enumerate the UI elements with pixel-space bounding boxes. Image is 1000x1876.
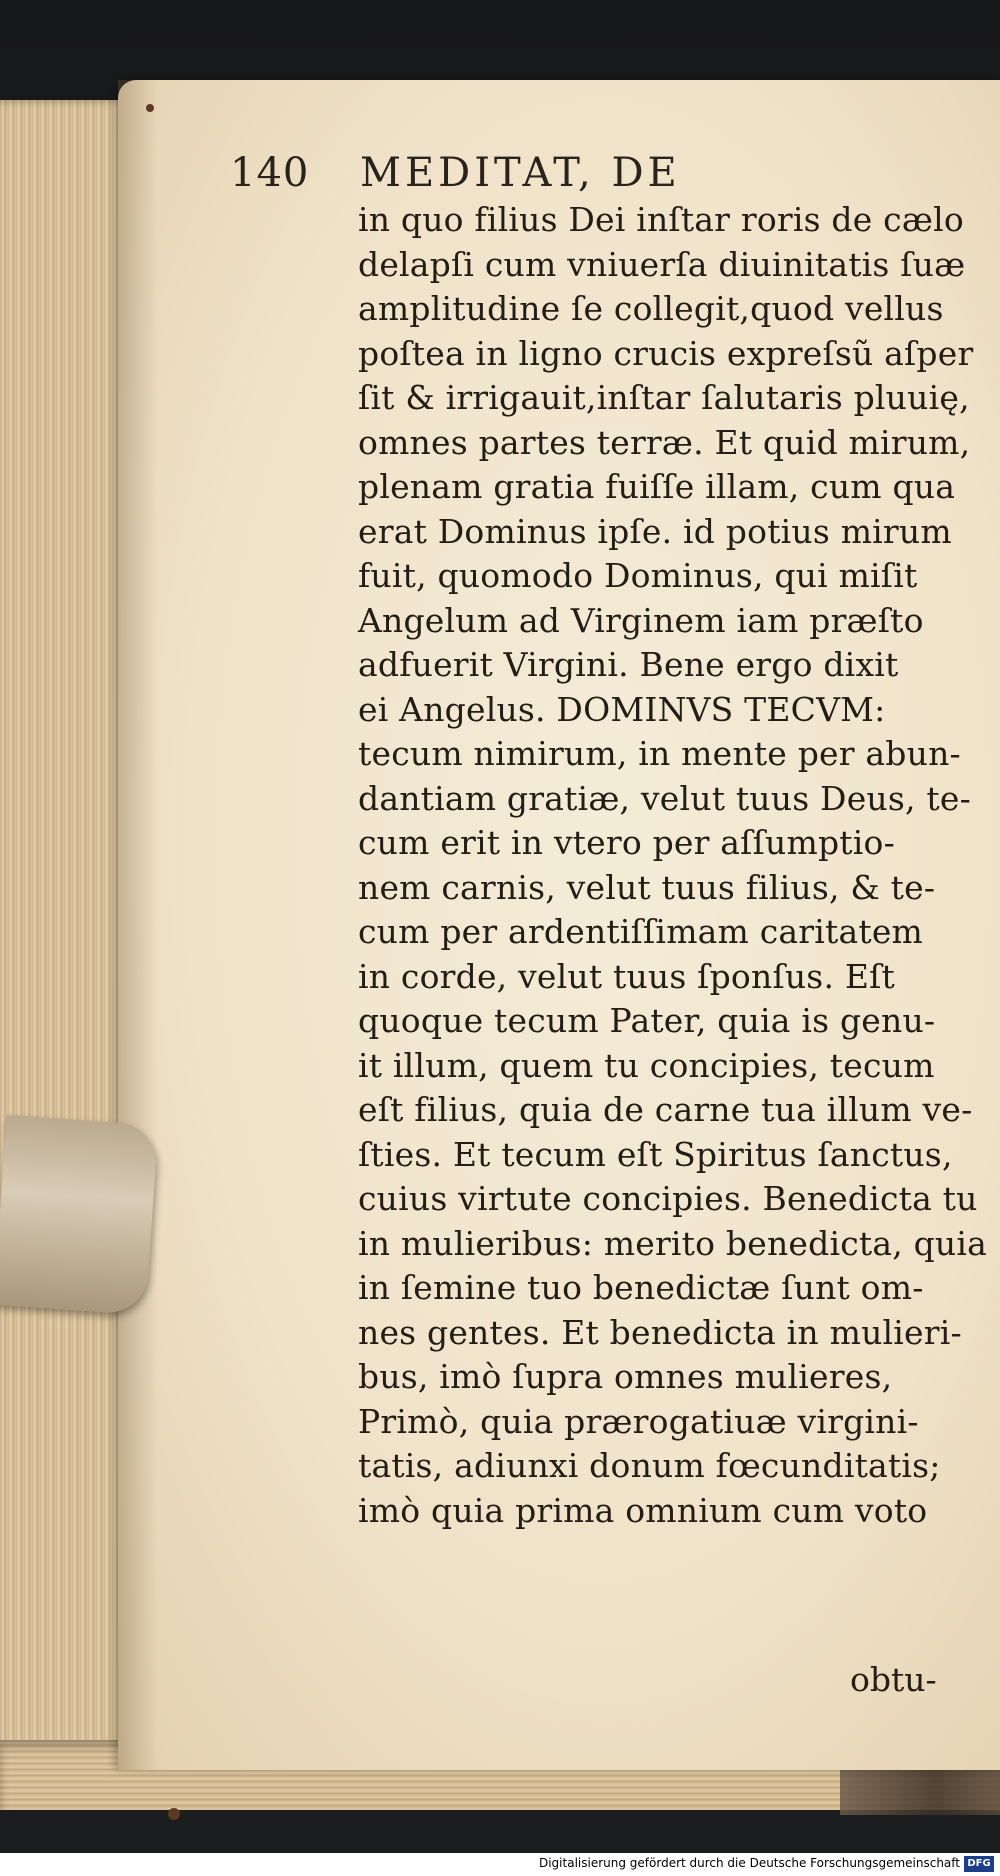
text-line: nem carnis, velut tuus filius, & te- xyxy=(358,867,936,907)
running-head: MEDITAT, DE xyxy=(360,150,681,196)
bookmark-strip xyxy=(0,1115,158,1315)
text-line: ſties. Et tecum eſt Spiritus ſanctus, xyxy=(358,1134,953,1174)
text-line: Angelum ad Virginem iam præſto xyxy=(358,600,924,640)
gutter-shadow xyxy=(118,80,158,1770)
text-line: adfuerit Virgini. Bene ergo dixit xyxy=(358,645,899,684)
text-line: cuius virtute concipies. Benedicta tu xyxy=(358,1179,978,1218)
text-line: eſt filius, quia de carne tua illum ve- xyxy=(358,1090,973,1129)
text-line: erat Dominus ipſe. id potius mirum xyxy=(358,511,952,551)
book-cover-corner xyxy=(840,1770,1000,1815)
text-line: Primò, quia prærogatiuæ virgini- xyxy=(358,1401,919,1441)
text-line: in quo filius Dei inſtar roris de cælo xyxy=(358,200,964,239)
footer-bar xyxy=(0,1853,1000,1876)
text-line: it illum, quem tu concipies, tecum xyxy=(358,1045,935,1085)
text-line: delapſi cum vniuerſa diuinitatis ſuæ xyxy=(358,244,966,284)
text-line: cum erit in vtero per aſſumptio- xyxy=(358,823,895,862)
text-line: tecum nimirum, in mente per abun- xyxy=(358,734,961,773)
page-header xyxy=(230,150,910,202)
text-line: nes gentes. Et benedicta in mulieri- xyxy=(358,1312,962,1352)
text-line: poſtea in ligno crucis expreſsũ aſper xyxy=(358,333,974,373)
text-line: omnes partes terræ. Et quid mirum, xyxy=(358,422,971,462)
text-line: ſit & irrigauit,inſtar ſalutaris pluuię, xyxy=(358,378,970,417)
text-line: in ſemine tuo benedictæ ſunt om- xyxy=(358,1268,924,1307)
dfg-logo: DFG xyxy=(964,1856,994,1872)
funding-credit: Digitalisierung gefördert durch die Deutsche Forschungsgemeinschaft xyxy=(538,1856,960,1870)
text-line: quoque tecum Pater, quia is genu- xyxy=(358,1001,936,1040)
text-line: tatis, adiunxi donum fœcunditatis; xyxy=(358,1446,941,1485)
body-text xyxy=(358,198,988,1533)
text-line: bus, imò ſupra omnes mulieres, xyxy=(358,1357,893,1396)
text-line: fuit, quomodo Dominus, qui miſit xyxy=(358,556,918,595)
text-line: imò quia prima omnium cum voto xyxy=(358,1490,928,1530)
catchword: obtu- xyxy=(850,1660,937,1699)
text-line: dantiam gratiæ, velut tuus Deus, te- xyxy=(358,778,971,818)
text-line: plenam gratia fuiſſe illam, cum qua xyxy=(358,467,956,506)
ink-spot xyxy=(146,104,154,112)
ink-spot xyxy=(168,1808,180,1820)
page-number: 140 xyxy=(230,150,310,196)
text-line: amplitudine ſe collegit,quod vellus xyxy=(358,289,944,328)
text-line: ei Angelus. DOMINVS TECVM: xyxy=(358,689,886,729)
text-line: in corde, velut tuus ſponſus. Eſt xyxy=(358,956,895,996)
text-line: cum per ardentiſſimam caritatem xyxy=(358,912,924,951)
text-line: in mulieribus: merito benedicta, quia xyxy=(358,1223,988,1263)
